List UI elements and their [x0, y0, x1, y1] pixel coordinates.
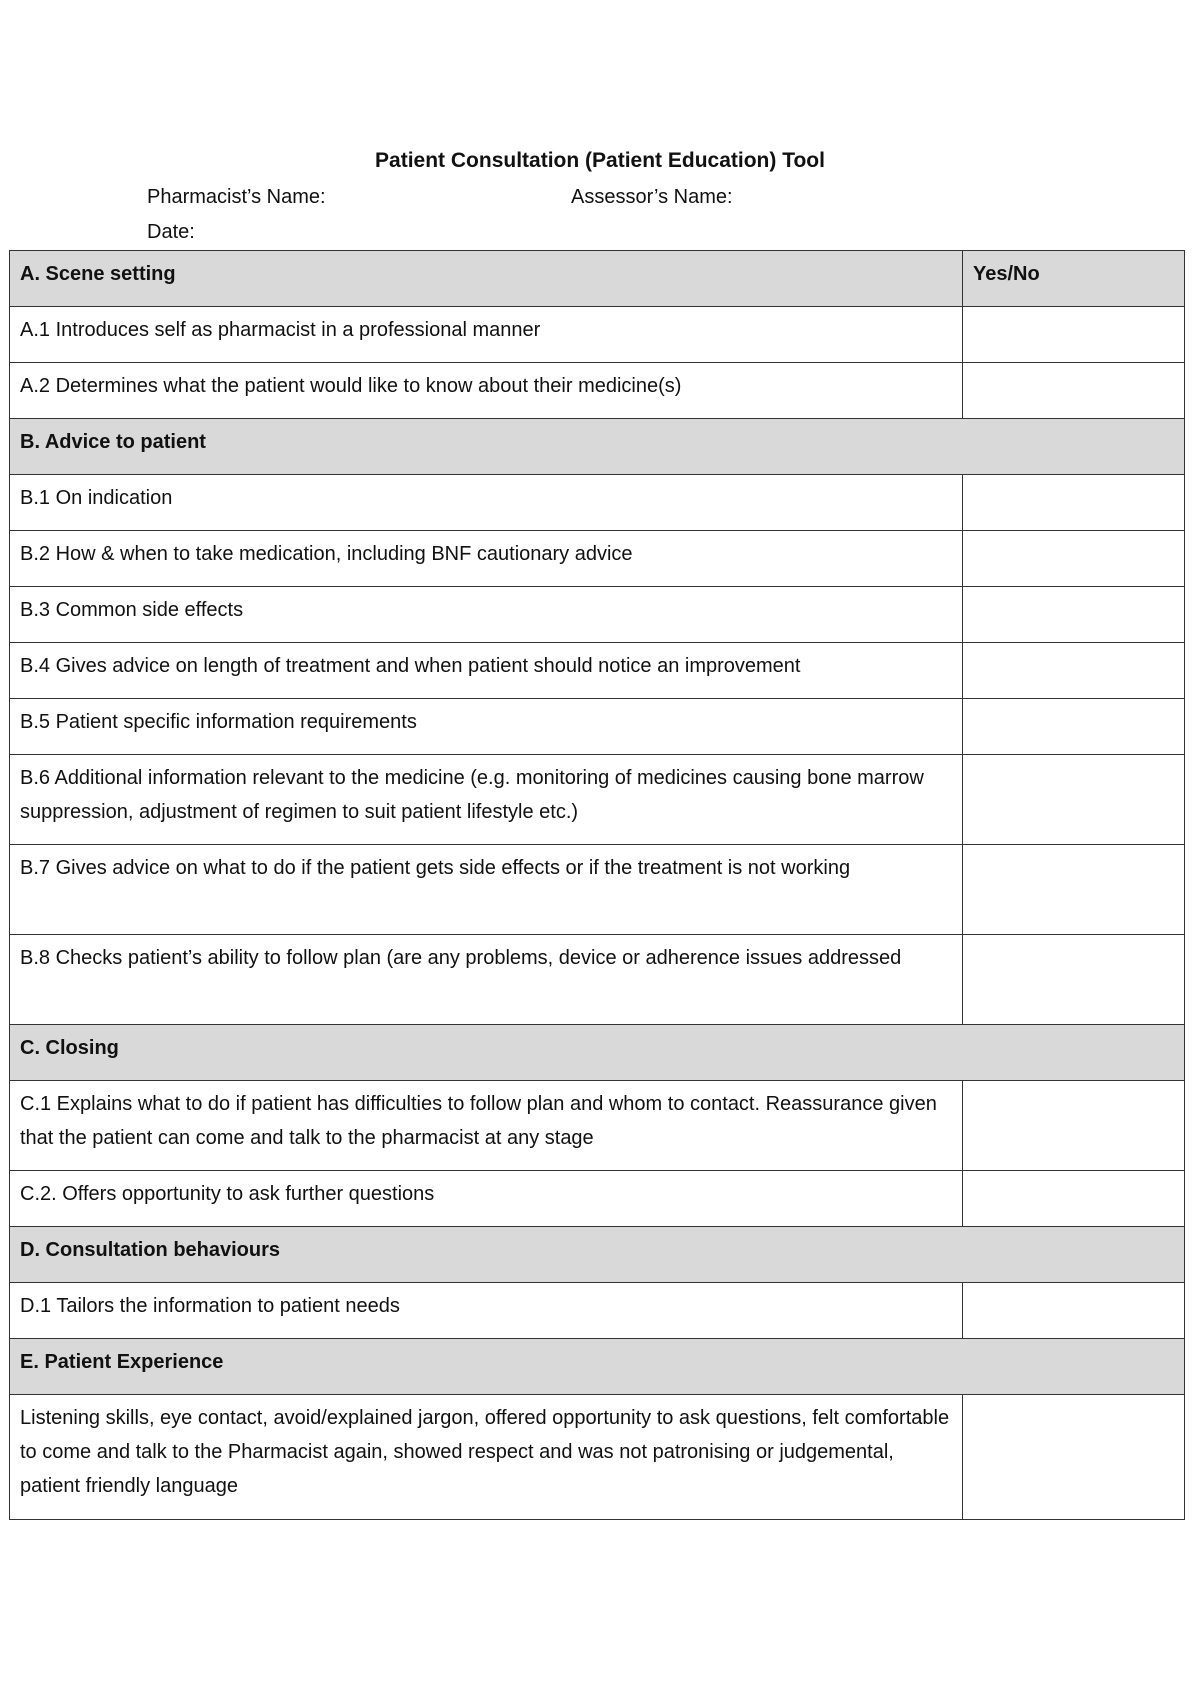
section-header-row [10, 251, 1185, 307]
date-label: Date: [147, 221, 195, 243]
criterion-text: B.2 How & when to take medication, including BNF cautionary advice [10, 531, 963, 587]
criterion-text: A.1 Introduces self as pharmacist in a professional manner [10, 307, 963, 363]
section-header-row [10, 1339, 1185, 1395]
criterion-text: B.6 Additional information relevant to the medicine (e.g. monitoring of medicines causing bone marrow suppression, adjustment of regimen to suit patient lifestyle etc.) [10, 755, 963, 845]
section-header-row [10, 419, 1185, 475]
yes-no-cell[interactable] [963, 643, 1185, 699]
yes-no-cell[interactable] [963, 755, 1185, 845]
section-heading: C. Closing [10, 1025, 1185, 1081]
table-row [10, 307, 1185, 363]
yes-no-cell[interactable] [963, 531, 1185, 587]
criterion-text: Listening skills, eye contact, avoid/explained jargon, offered opportunity to ask questions, felt comfortable to come and talk to the Pharmacist again, showed respect and was not patronising or judgemental, patient friendly language [10, 1395, 963, 1520]
yes-no-cell[interactable] [963, 845, 1185, 935]
section-heading: A. Scene setting [10, 251, 963, 307]
yes-no-cell[interactable] [963, 1081, 1185, 1171]
criterion-text: B.8 Checks patient’s ability to follow plan (are any problems, device or adherence issues addressed [10, 935, 963, 1025]
yes-no-cell[interactable] [963, 1171, 1185, 1227]
yes-no-cell[interactable] [963, 587, 1185, 643]
criterion-text: B.7 Gives advice on what to do if the patient gets side effects or if the treatment is not working [10, 845, 963, 935]
pharmacist-name-label: Pharmacist’s Name: [147, 186, 326, 208]
table-row [10, 643, 1185, 699]
criterion-text: B.1 On indication [10, 475, 963, 531]
document-title: Patient Consultation (Patient Education) Tool [375, 149, 825, 172]
criterion-text: B.3 Common side effects [10, 587, 963, 643]
table-row [10, 1283, 1185, 1339]
consultation-checklist-table [9, 250, 1185, 1520]
yes-no-cell[interactable] [963, 1283, 1185, 1339]
table-row [10, 363, 1185, 419]
table-row [10, 587, 1185, 643]
table-row [10, 755, 1185, 845]
table-row [10, 531, 1185, 587]
section-heading: D. Consultation behaviours [10, 1227, 1185, 1283]
section-heading: E. Patient Experience [10, 1339, 1185, 1395]
table-row [10, 845, 1185, 935]
criterion-text: B.5 Patient specific information requirements [10, 699, 963, 755]
table-row [10, 1395, 1185, 1520]
yes-no-cell[interactable] [963, 699, 1185, 755]
section-header-row [10, 1025, 1185, 1081]
section-header-row [10, 1227, 1185, 1283]
yes-no-header: Yes/No [963, 251, 1185, 307]
section-heading: B. Advice to patient [10, 419, 1185, 475]
table-row [10, 699, 1185, 755]
criterion-text: C.2. Offers opportunity to ask further questions [10, 1171, 963, 1227]
table-row [10, 475, 1185, 531]
criterion-text: A.2 Determines what the patient would like to know about their medicine(s) [10, 363, 963, 419]
yes-no-cell[interactable] [963, 307, 1185, 363]
table-row [10, 1171, 1185, 1227]
criterion-text: C.1 Explains what to do if patient has difficulties to follow plan and whom to contact. Reassurance given that the patient can come and talk to the pharmacist at any stage [10, 1081, 963, 1171]
assessor-name-label: Assessor’s Name: [571, 186, 733, 208]
yes-no-cell[interactable] [963, 1395, 1185, 1520]
yes-no-cell[interactable] [963, 363, 1185, 419]
yes-no-cell[interactable] [963, 475, 1185, 531]
table-row [10, 1081, 1185, 1171]
table-row [10, 935, 1185, 1025]
criterion-text: B.4 Gives advice on length of treatment and when patient should notice an improvement [10, 643, 963, 699]
yes-no-cell[interactable] [963, 935, 1185, 1025]
criterion-text: D.1 Tailors the information to patient needs [10, 1283, 963, 1339]
